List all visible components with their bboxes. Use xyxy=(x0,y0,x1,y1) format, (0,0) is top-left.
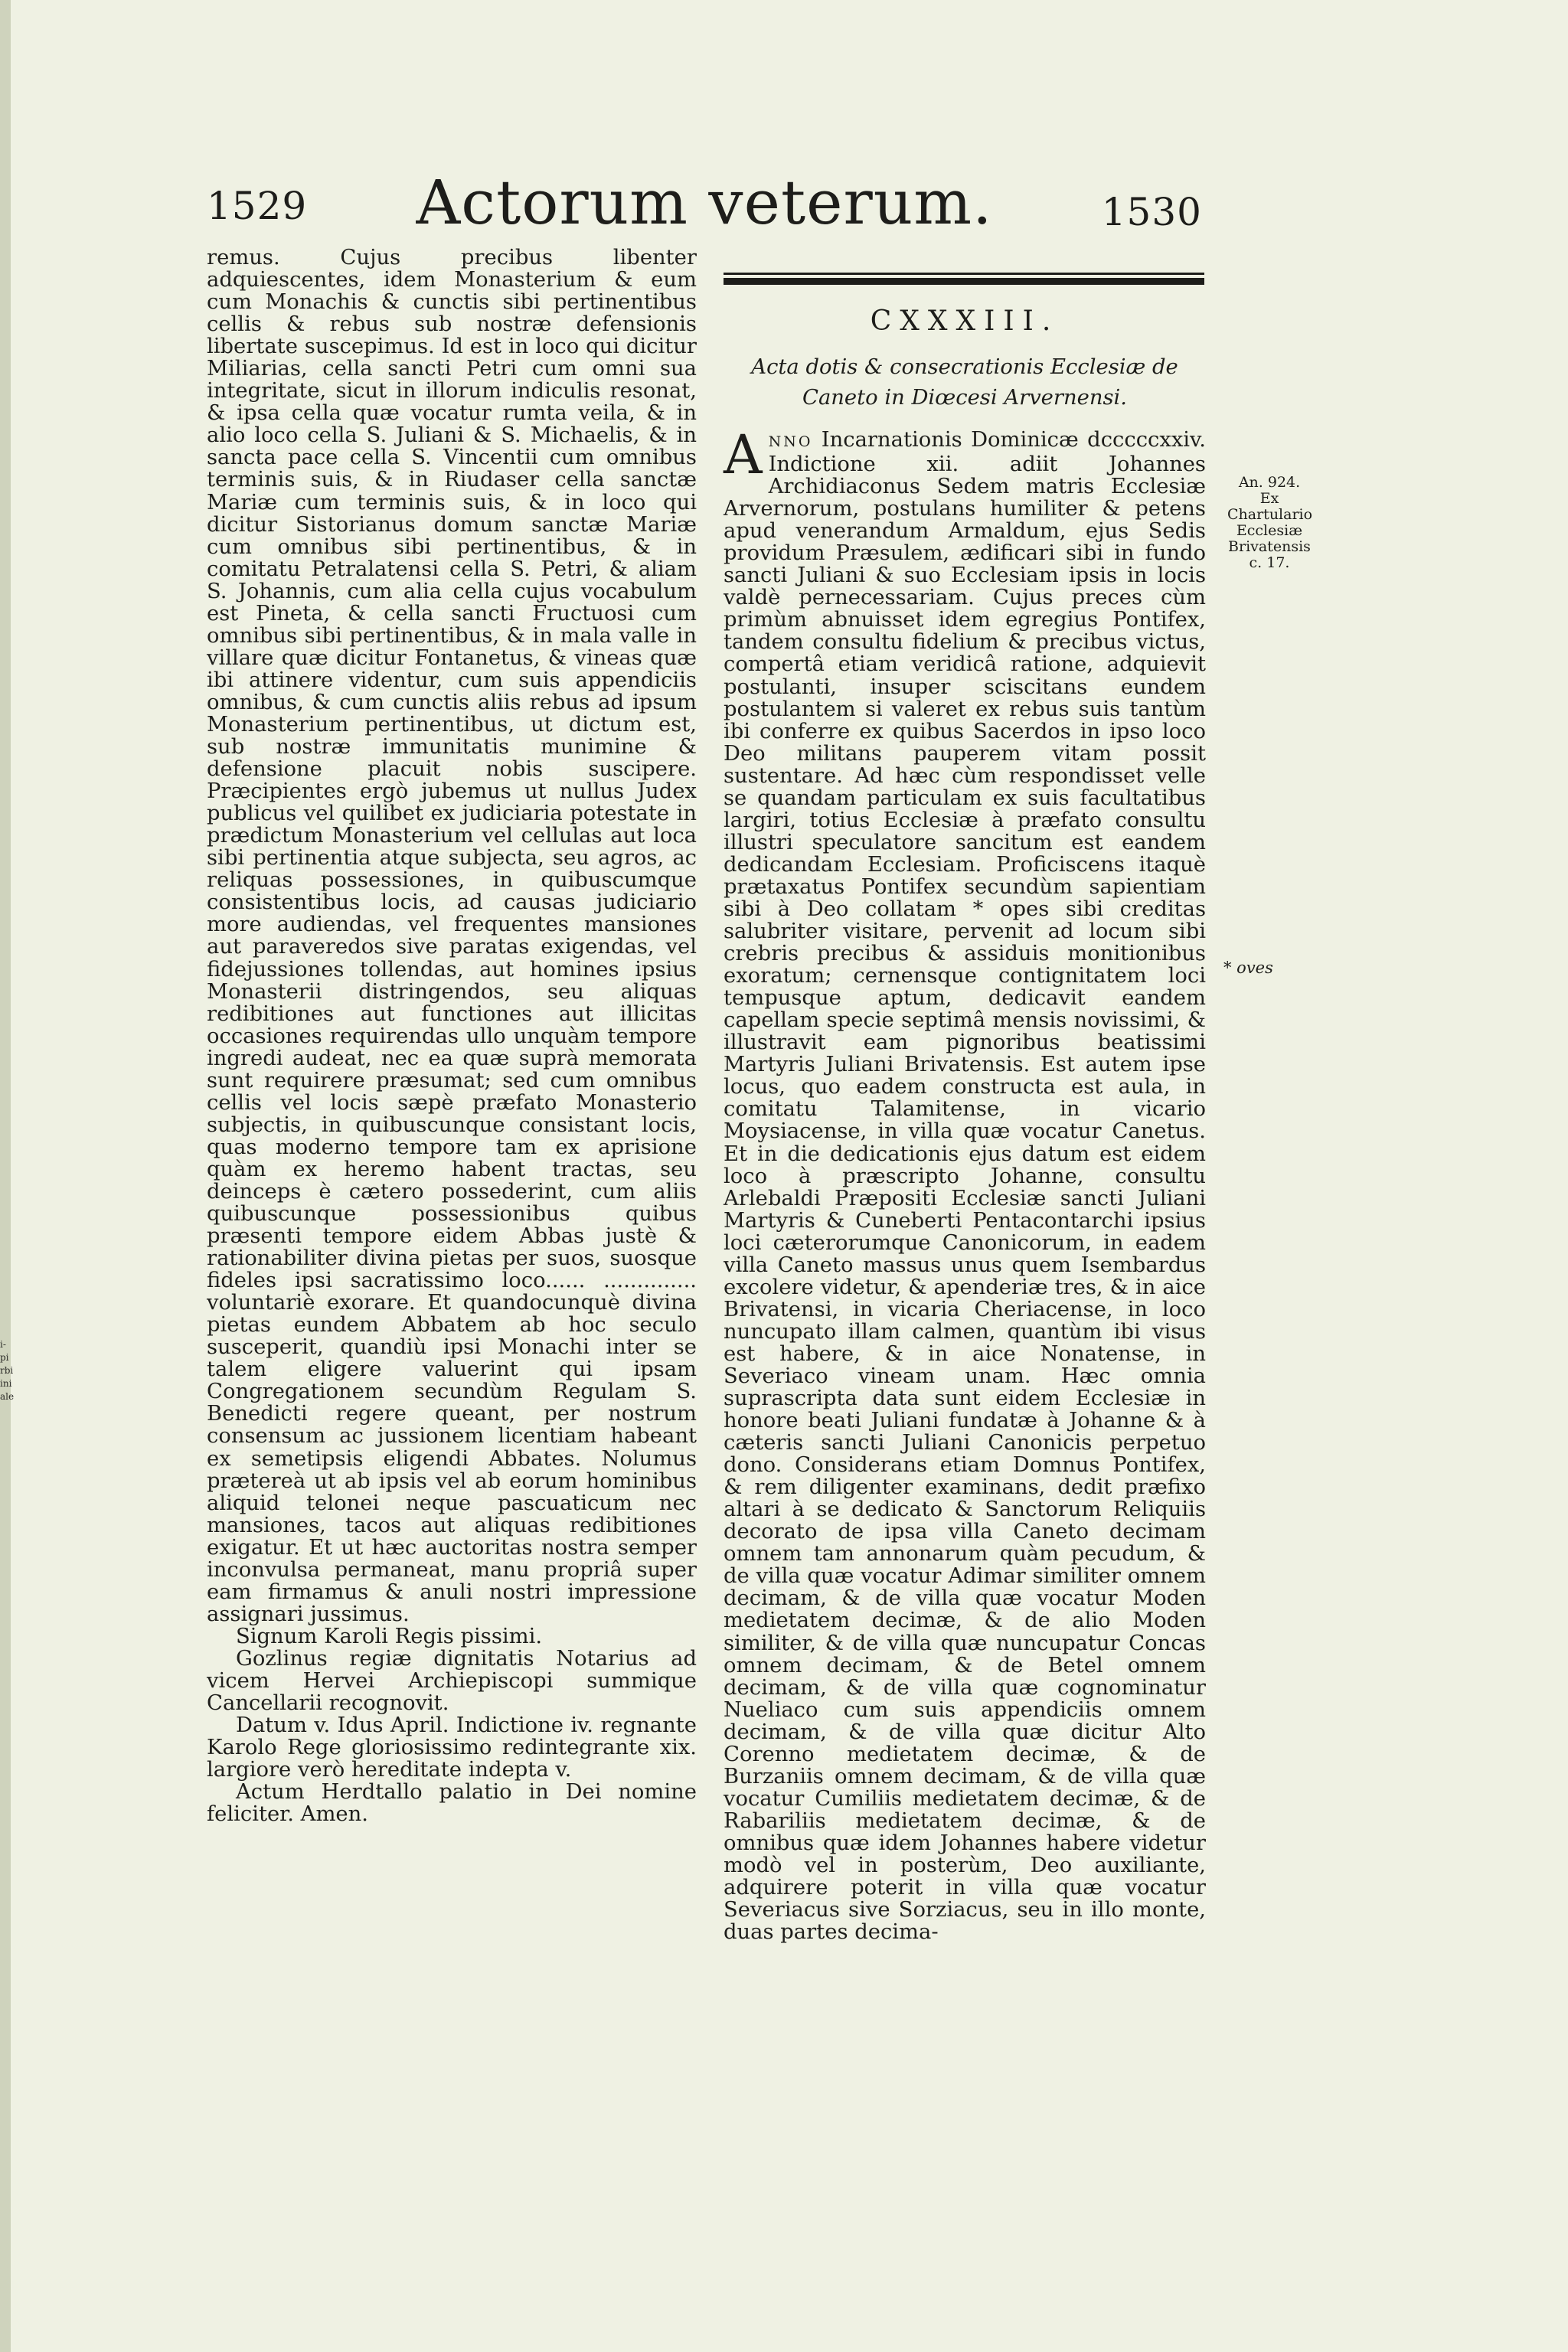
document-title: Acta dotis & consecrationis Ecclesiæ de Caneto in Diœcesi Arvernensi. xyxy=(751,355,1178,410)
margin-variant-note: * oves xyxy=(1223,959,1273,977)
opening-smallcaps: NNO xyxy=(768,433,813,450)
actum-line: Actum Herdtallo palatio in Dei nomine feliciter. Amen. xyxy=(207,1780,697,1827)
gutter-fragments xyxy=(0,1338,14,1403)
drop-cap: A xyxy=(724,423,763,486)
document-body: Incarnationis Dominicæ dcccccxxiv. Indictione xii. adiit Johannes Archidiaconus Sedem matris Ecclesiæ Arvernorum, postulans humiliter & petens apud venerandum Armaldum, ejus Sedis providum Præsulem, ædificari sibi in fundo sancti Juliani & suo Ecclesiam ipsis in locis valdè pernecessariam. Cujus preces cùm primùm abnuisset idem egregius Pontifex, tandem consultu fidelium & precibus victus, compertâ etiam veridicâ ratione, adquievit postulanti, insuper sciscitans eundem postulantem si valeret ex rebus suis tantùm ibi conferre ex quibus Sacerdos in ipso loco Deo militans pauperem vitam possit sustentare. Ad hæc cùm respondisset velle se quandam particulam ex suis facultatibus largiri, totius Ecclesiæ à præfato consultu illustri speculatore sancitum est eandem dedicandam Ecclesiam. Proficiscens itaquè prætaxatus Pontifex secundùm sapientiam sibi à Deo collatam * opes sibi creditas salubriter visitare, pervenit ad locum sibi crebris precibus & assiduis monitionibus exoratum; cernensque contignitatem loci tempusque aptum, dedicavit eandem capellam specie septimâ mensis novissimi, & illustravit eam pignoribus beatissimi Martyris Juliani Brivatensis. Est autem ipse locus, quo eadem constructa est aula, in comitatu Talamitense, in vicario Moysiacense, in villa quæ vocatur Canetus. Et in die dedicationis ejus datum est eidem loco à præscripto Johanne, consultu Arlebaldi Præpositi Ecclesiæ sancti Juliani Martyris & Cuneberti Pentacontarchi ipsius loci cæterorumque Canonicorum, in eadem villa Caneto massus unus quem Isembardus excolere videtur, & apenderiæ tres, & in aice Brivatensi, in vicaria Cheriacense, in loco nuncupato illam calmen, quantùm ibi visus est habere, & in aice Nonatense, in Severiaco vineam unam. Hæc omnia suprascripta data sunt eidem Ecclesiæ in honore beati Juliani fundatæ à Johanne & à cæteris sancti Juliani Canonicis perpetuo dono. Considerans etiam Domnus Pontifex, & rem diligenter examinans, dedit præfixo altari à se dedicato & Sanctorum Reliquiis decorato de ipsa villa Caneto decimam omnem tam annonarum quàm pecudum, & de villa quæ vocatur Adimar similiter omnem decimam, & de villa quæ vocatur Moden medietatem decimæ, & de alio Moden similiter, & de villa quæ nuncupatur Concas omnem decimam, & de Betel omnem decimam, & de villa quæ cognominatur Nueliaco cum suis appendiciis omnem decimam, & de villa quæ dicitur Alto Corenno medietatem decimæ, & de Burzaniis omnem decimam, & de villa quæ vocatur Cumiliis medietatem decimæ, & de Rabariliis medietatem decimæ, & de omnibus quæ idem Johannes habere videtur modò vel in posterùm, Deo auxiliante, adquirere poterit in villa quæ vocatur Severiacus sive Sorziacus, seu in illo monte, duas partes decima- xyxy=(724,428,1206,1945)
notary-line: Gozlinus regiæ dignitatis Notarius ad vicem Hervei Archiepiscopi summique Cancellarii recognovit. xyxy=(207,1646,697,1716)
running-header xyxy=(207,167,1202,243)
binding-gutter xyxy=(0,0,11,2352)
gutter-fragment: ale xyxy=(0,1391,15,1402)
section-number: CXXXIII. xyxy=(870,305,1060,337)
page-number-right: 1530 xyxy=(1101,190,1202,234)
signum-line: Signum Karoli Regis pissimi. xyxy=(236,1624,543,1648)
gutter-fragment: i-pi xyxy=(0,1339,9,1363)
left-column xyxy=(207,247,697,1825)
page-number-left: 1529 xyxy=(207,184,308,228)
left-column-text: remus. Cujus precibus libenter adquiescentes, idem Monasterium & eum cum Monachis & cunctis sibi pertinentibus cellis & rebus sub nostræ defensionis libertate suscepimus. Id est in loco qui dicitur Miliarias, cella sancti Petri cum omni sua integritate, sicut in illorum indiculis resonat, & ipsa cella quæ vocatur rumta veila, & in alio loco cella S. Juliani & S. Michaelis, & in sancta pace cella S. Vincentii cum omnibus terminis suis, & in Riudaser cella sanctæ Mariæ cum terminis suis, & in loco qui dicitur Sistorianus domum sanctæ Mariæ cum omnibus sibi pertinentibus, & in comitatu Petralatensi cella S. Petri, & aliam S. Johannis, cum alia cella cujus vocabulum est Pineta, & cella sancti Fructuosi cum omnibus sibi pertinentibus, & in mala valle in villare quæ dicitur Fontanetus, & vineas quæ ibi attinere videntur, cum suis appendiciis omnibus, & cum cunctis aliis rebus ad ipsum Monasterium pertinentibus, ut dictum est, sub nostræ immunitatis munimine & defensione placuit nobis suscipere. Præcipientes ergò jubemus ut nullus Judex publicus vel quilibet ex judiciaria potestate in prædictum Monasterium vel cellulas aut loca sibi pertinentia atque subjecta, seu agros, ac reliquas possessiones, in quibuscumque consistentibus locis, ad causas judiciario more audiendas, vel frequentes mansiones aut paraveredos sive paratas exigendas, vel fidejussiones tollendas, aut homines ipsius Monasterii distringendos, seu aliquas redibitiones aut functiones aut illicitas occasiones requirendas ullo unquàm tempore ingredi audeat, nec ea quæ suprà memorata sunt requirere præsumat; sed cum omnibus cellis vel locis sæpè præfato Monasterio subjectis, in quibuscunque consistant locis, quas moderno tempore tam ex aprisione quàm ex heremo habent tractas, seu deinceps è cætero possederint, cum aliis quibuscunque possessionibus quibus præsenti tempore eidem Abbas justè & rationabiliter divina pietas per suos, suosque fideles ipsi sacratissimo loco...... .............. voluntariè exorare. Et quandocunquè divina pietas eundem Abbatem ab hoc seculo susceperit, quandiù ipsi Monachi inter se talem eligere valuerint qui ipsam Congregationem secundùm Regulam S. Benedicti regere queant, per nostrum consensum ac jussionem licentiam habeant ex semetipsis eligendi Abbates. Nolumus prætereà ut ab ipsis vel ab eorum hominibus aliquid telonei neque pascuaticum nec mansiones, tacos aut aliquas redibitiones exigatur. Et ut hæc auctoritas nostra semper inconvulsa permaneat, manu propriâ super eam firmamus & anuli nostri impressione assignari jussimus. xyxy=(207,246,697,1626)
right-column xyxy=(724,273,1206,1943)
gutter-fragment: rbi xyxy=(0,1365,14,1376)
datum-line: Datum v. Idus April. Indictione iv. regnante Karolo Rege gloriosissimo redintegrante xix. largiore verò hereditate indepta v. xyxy=(207,1713,697,1782)
gutter-fragment: ini xyxy=(0,1378,12,1389)
running-title: Actorum veterum. xyxy=(416,167,993,238)
margin-source-note: An. 924. Ex Chartulario Ecclesiæ Brivatensis c. 17. xyxy=(1227,474,1313,571)
